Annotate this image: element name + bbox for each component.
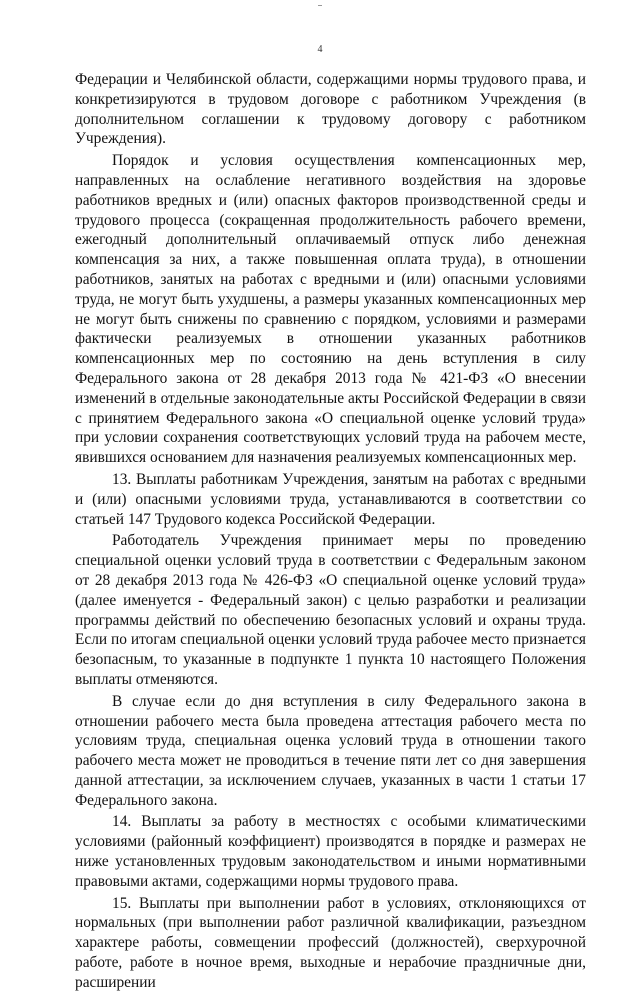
scan-mark [318, 5, 322, 6]
paragraph-13: 13. Выплаты работникам Учреждения, занятым на работах с вредными и (или) опасными условиями труда, устанавливаются в соответствии со статьей 147 Трудового кодекса Российской Федерации. [75, 470, 586, 528]
paragraph-compensation-order: Порядок и условия осуществления компенсационных мер, направленных на ослабление негативного воздействия на здоровье работников вредных и (или) опасных факторов производственной среды и трудового процесса (сокращенная продолжительность рабочего времени, ежегодный дополнительный оплачиваемый отпуск либо денежная компенсация за них, а также повышенная оплата труда), в отношении работников, занятых на работах с вредными и (или) опасными условиями труда, не могут быть ухудшены, а размеры указанных компенсационных мер не могут быть снижены по сравнению с порядком, условиями и размерами фактически реализуемых в отношении указанных работников компенсационных мер по состоянию на день вступления в силу Федерального закона от 28 декабря 2013 года № 421-ФЗ «О внесении изменений в отдельные законодательные акты Российской Федерации в связи с принятием Федерального закона «О специальной оценке условий труда» при условии сохранения соответствующих условий труда на рабочем месте, явившихся основанием для назначения реализуемых компенсационных мер. [75, 152, 586, 467]
paragraph-15: 15. Выплаты при выполнении работ в условиях, отклоняющихся от нормальных (при выполнении работ различной квалификации, разъездном характере работы, совмещении профессий (должностей), сверхурочной работе, работе в ночное время, выходные и нерабочие праздничные дни, расширении [75, 894, 586, 991]
document-body [75, 70, 586, 993]
paragraph-continuation: Федерации и Челябинской области, содержащими нормы трудового права, и конкретизируются в трудовом договоре с работником Учреждения (в дополнительном соглашении к трудовому договору с работником Учреждения). [75, 71, 586, 148]
paragraph-attestation: В случае если до дня вступления в силу Федерального закона в отношении рабочего места была проведена аттестация рабочего места по условиям труда, специальная оценка условий труда в отношении такого рабочего места может не проводиться в течение пяти лет со дня завершения данной аттестации, за исключением случаев, указанных в части 1 статьи 17 Федерального закона. [75, 692, 586, 809]
paragraph-special-assessment: Работодатель Учреждения принимает меры по проведению специальной оценки условий труда в соответствии с Федеральным законом от 28 декабря 2013 года № 426-ФЗ «О специальной оценке условий труда» (далее именуется - Федеральный закон) с целью разработки и реализации программы действий по обеспечению безопасных условий и охраны труда. Если по итогам специальной оценки условий труда рабочее место признается безопасным, то указанные в подпункте 1 пункта 10 настоящего Положения выплаты отменяются. [75, 532, 586, 688]
paragraph-14: 14. Выплаты за работу в местностях с особыми климатическими условиями (районный коэффициент) производятся в порядке и размерах не ниже установленных трудовым законодательством и иными нормативными правовыми актами, содержащими нормы трудового права. [75, 813, 586, 890]
page-number: 4 [317, 44, 323, 55]
